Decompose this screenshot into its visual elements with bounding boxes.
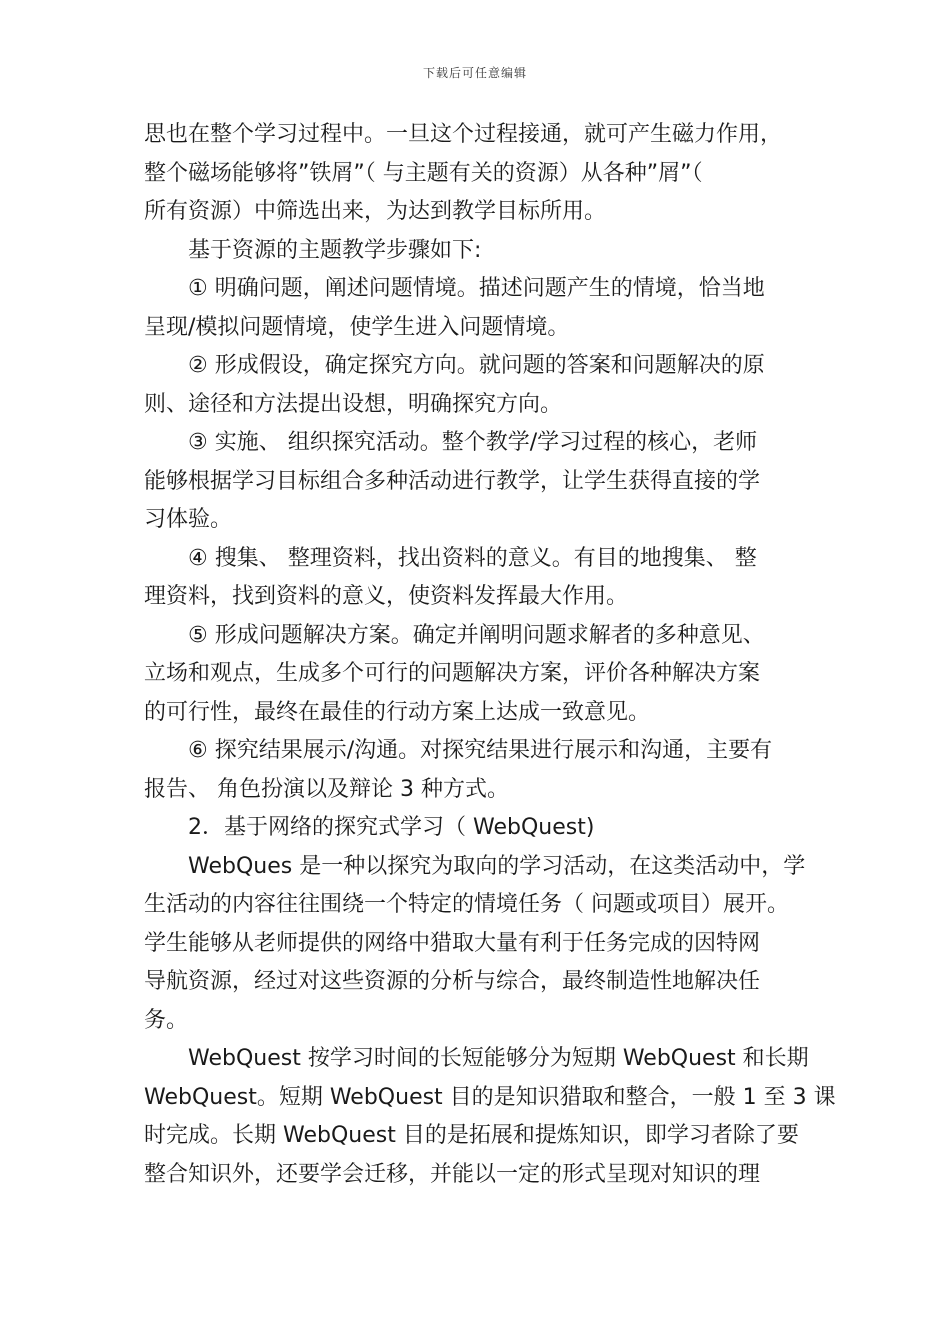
text-line: 则、途径和方法提出设想，明确探究方向。 (144, 391, 563, 417)
text-line: 基于资源的主题教学步骤如下: (144, 237, 482, 263)
text-line: ① 明确问题，阐述问题情境。描述问题产生的情境，恰当地 (144, 276, 765, 301)
text-line: ④ 搜集、 整理资料，找出资料的意义。有目的地搜集、 整 (144, 545, 757, 571)
text-line: 立场和观点，生成多个可行的问题解决方案，评价各种解决方案 (144, 661, 761, 686)
text-line: 报告、 角色扮演以及辩论 3 种方式。 (144, 776, 509, 802)
text-line: 理资料，找到资料的意义，使资料发挥最大作用。 (144, 584, 629, 609)
text-line: 习体验。 (144, 507, 233, 532)
text-line: 所有资源）中筛选出来，为达到教学目标所用。 (144, 199, 607, 224)
text-line: WebQuest。短期 WebQuest 目的是知识猎取和整合，一般 1 至 3 课 (144, 1084, 836, 1110)
text-line: 的可行性，最终在最佳的行动方案上达成一致意见。 (144, 699, 651, 725)
text-line: ② 形成假设，确定探究方向。就问题的答案和问题解决的原 (144, 353, 765, 378)
text-line: 整个磁场能够将”铁屑”（ 与主题有关的资源）从各种”屑”（ (144, 160, 703, 186)
page-header: 下载后可任意编辑 (422, 66, 527, 80)
text-line: WebQues 是一种以探究为取向的学习活动，在这类活动中，学 (144, 853, 806, 879)
text-line: 能够根据学习目标组合多种活动进行教学，让学生获得直接的学 (144, 468, 761, 494)
text-line: ⑤ 形成问题解决方案。确定并阐明问题求解者的多种意见、 (144, 622, 765, 648)
text-line: 务。 (144, 1007, 189, 1033)
text-line: 整合知识外，还要学会迁移，并能以一定的形式呈现对知识的理 (144, 1161, 761, 1187)
text-line: WebQuest 按学习时间的长短能够分为短期 WebQuest 和长期 (144, 1046, 809, 1071)
text-line: 呈现/模拟问题情境，使学生进入问题情境。 (144, 314, 570, 340)
text-line: ⑥ 探究结果展示/沟通。对探究结果进行展示和沟通，主要有 (144, 738, 773, 763)
text-line: 生活动的内容往往围绕一个特定的情境任务（ 问题或项目）展开。 (144, 892, 789, 917)
text-line: 学生能够从老师提供的网络中猎取大量有利于任务完成的因特网 (144, 930, 761, 956)
document-body (144, 116, 836, 1194)
text-line: ③ 实施、 组织探究活动。整个教学/学习过程的核心，老师 (144, 430, 758, 455)
text-line: 导航资源，经过对这些资源的分析与综合，最终制造性地解决任 (144, 969, 761, 994)
text-line: 2．基于网络的探究式学习（ WebQuest) (144, 815, 595, 840)
text-line: 时完成。长期 WebQuest 目的是拓展和提炼知识，即学习者除了要 (144, 1123, 799, 1148)
text-line: 思也在整个学习过程中。一旦这个过程接通，就可产生磁力作用， (144, 122, 783, 147)
